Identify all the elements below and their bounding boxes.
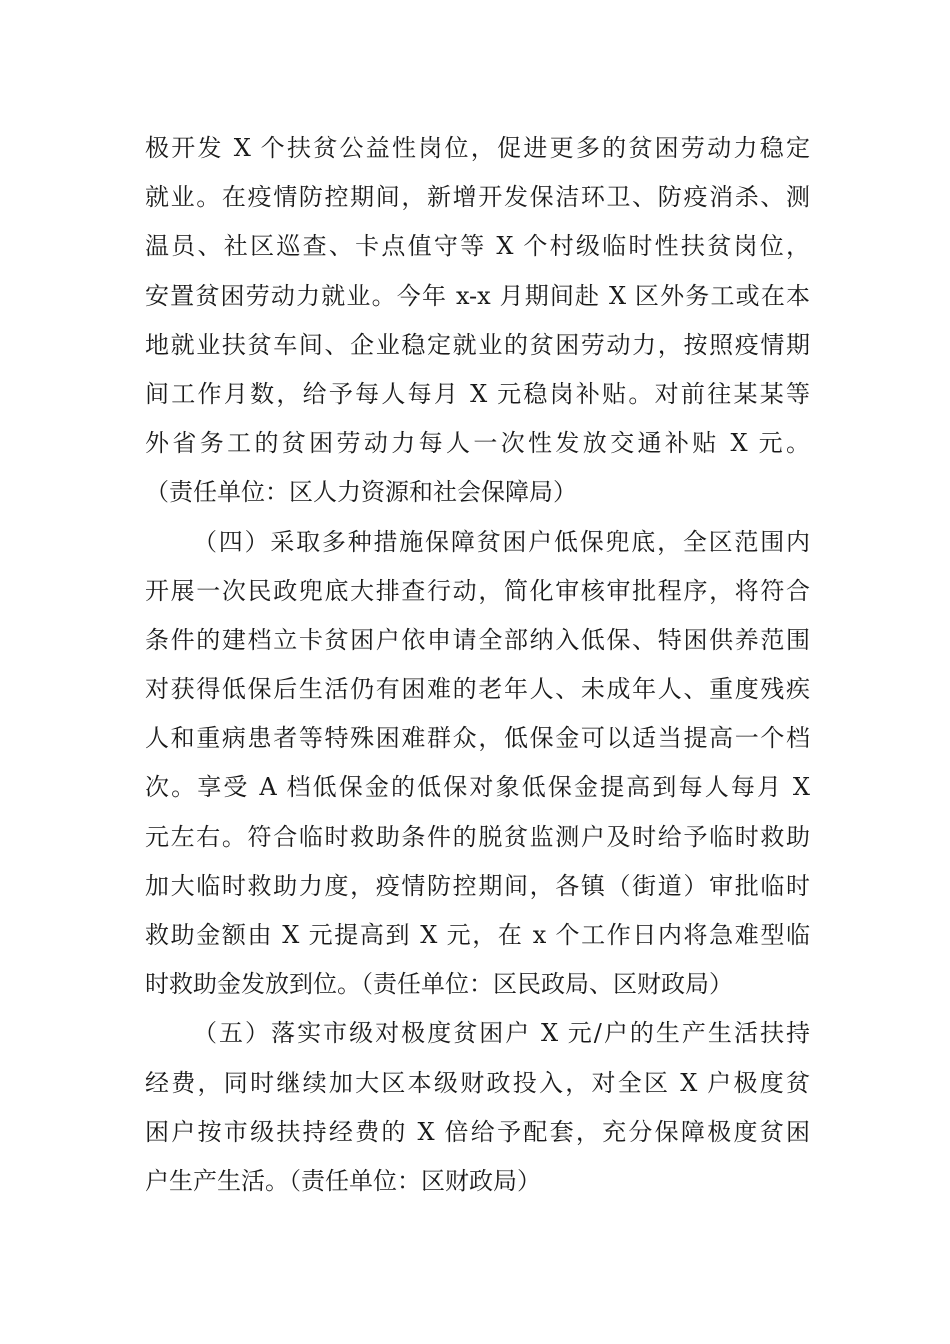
text-line: 救助金额由 X 元提高到 X 元，在 x 个工作日内将急难型临 [145, 921, 810, 949]
text-line: 温员、社区巡查、卡点值守等 X 个村级临时性扶贫岗位， [145, 232, 810, 261]
text-line: 地就业扶贫车间、企业稳定就业的贫困劳动力，按照疫情期 [145, 330, 810, 359]
text-line: 元左右。符合临时救助条件的脱贫监测户及时给予临时救助 [145, 822, 810, 851]
text-line: （责任单位：区人力资源和社会保障局） [145, 478, 577, 507]
text-line: 时救助金发放到位。（责任单位：区民政局、区财政局） [145, 970, 733, 999]
paragraph-first-line: （四）采取多种措施保障贫困户低保兜底，全区范围内 [193, 527, 810, 556]
text-line: 次。享受 A 档低保金的低保对象低保金提高到每人每月 X [145, 773, 810, 802]
text-line: 人和重病患者等特殊困难群众，低保金可以适当提高一个档 [145, 724, 810, 753]
paragraph-first-line: （五）落实市级对极度贫困户 X 元/户的生产生活扶持 [193, 1019, 810, 1048]
text-line: 极开发 X 个扶贫公益性岗位，促进更多的贫困劳动力稳定 [145, 134, 810, 162]
text-line: 困户按市级扶持经费的 X 倍给予配套，充分保障极度贫困 [145, 1117, 810, 1146]
text-line: 安置贫困劳动力就业。今年 x-x 月期间赴 X 区外务工或在本 [145, 281, 810, 310]
text-line: 间工作月数，给予每人每月 X 元稳岗补贴。对前往某某等 [145, 379, 810, 408]
text-line: 对获得低保后生活仍有困难的老年人、未成年人、重度残疾 [145, 675, 810, 704]
text-line: 开展一次民政兜底大排查行动，简化审核审批程序，将符合 [145, 576, 810, 605]
text-line: 加大临时救助力度，疫情防控期间，各镇（街道）审批临时 [145, 871, 810, 900]
text-line: 条件的建档立卡贫困户依申请全部纳入低保、特困供养范围 [145, 625, 810, 654]
document-body [145, 124, 810, 1206]
text-line: 就业。在疫情防控期间，新增开发保洁环卫、防疫消杀、测 [145, 183, 810, 212]
text-line: 户生产生活。（责任单位：区财政局） [145, 1166, 541, 1195]
text-line: 经费，同时继续加大区本级财政投入，对全区 X 户极度贫 [145, 1068, 810, 1097]
text-line: 外省务工的贫困劳动力每人一次性发放交通补贴 X 元。 [145, 429, 810, 458]
